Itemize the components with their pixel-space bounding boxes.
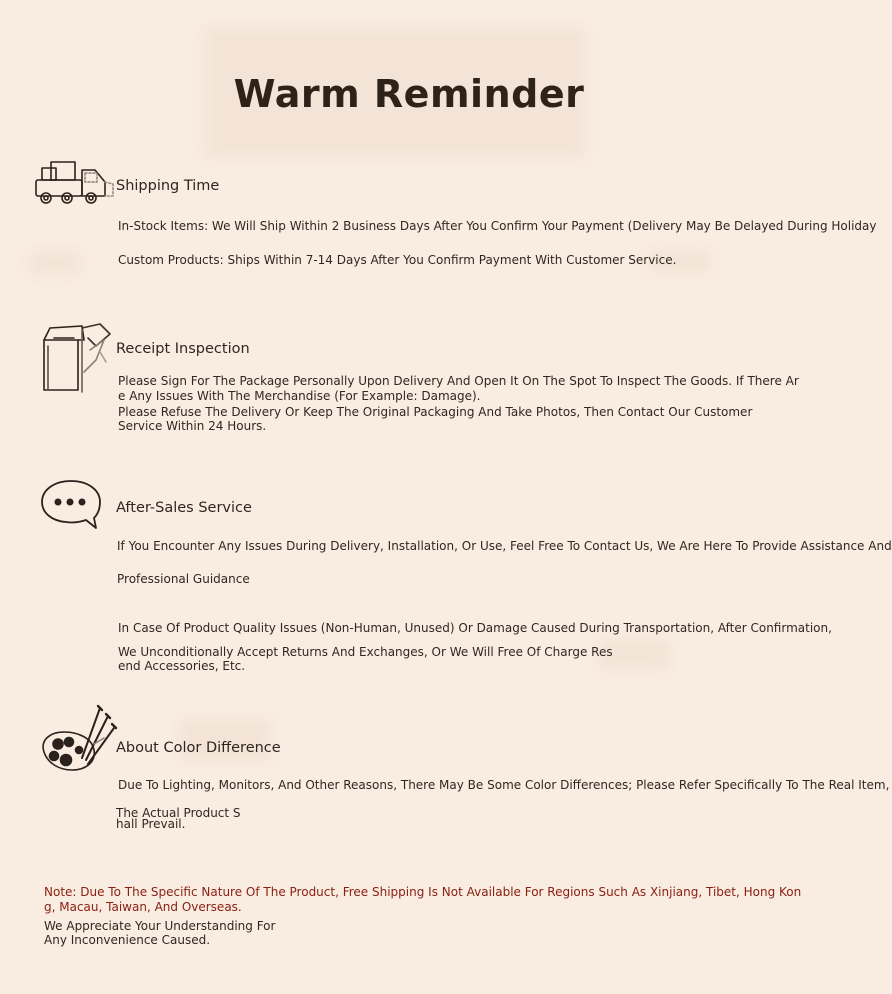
section-text-line: Please Sign For The Package Personally Upon Delivery And Open It On The Spot To Inspect The Goods. If There Ar (118, 374, 799, 388)
speech-bubble-icon (38, 478, 104, 538)
note-text-line: Note: Due To The Specific Nature Of The Product, Free Shipping Is Not Available For Regions Such As Xinjiang, Tibet, Hong Kon (44, 885, 802, 899)
section-text-line: In-Stock Items: We Will Ship Within 2 Business Days After You Confirm Your Payment (Delivery May Be Delayed During Holiday (118, 219, 877, 233)
note-text-line: Any Inconvenience Caused. (44, 933, 211, 947)
section-text-line: Professional Guidance (117, 572, 250, 586)
section-text-line: Custom Products: Ships Within 7-14 Days After You Confirm Payment With Customer Service. (118, 253, 677, 267)
section-text-line: The Actual Product S (116, 806, 241, 820)
section-heading-receipt-inspection: Receipt Inspection (116, 341, 250, 357)
truck-icon (33, 158, 117, 212)
section-text-line: In Case Of Product Quality Issues (Non-Human, Unused) Or Damage Caused During Transportation, After Confirmation, (118, 621, 832, 635)
section-text-line: e Any Issues With The Merchandise (For Example: Damage). (118, 389, 481, 403)
section-text-line: hall Prevail. (116, 817, 186, 831)
note-text-line: g, Macau, Taiwan, And Overseas. (44, 900, 242, 914)
section-text-line: end Accessories, Etc. (118, 659, 246, 673)
section-text-line: If You Encounter Any Issues During Delivery, Installation, Or Use, Feel Free To Contact Us, We Are Here To Provide Assistance And (117, 539, 892, 553)
section-text-line: Please Refuse The Delivery Or Keep The Original Packaging And Take Photos, Then Contact Our Customer (118, 405, 753, 419)
background-texture (30, 252, 80, 274)
section-heading-after-sales-service: After-Sales Service (116, 500, 252, 516)
section-text-line: Due To Lighting, Monitors, And Other Reasons, There May Be Some Color Differences; Please Refer Specifically To The Real Item, (118, 778, 890, 792)
box-icon (38, 322, 114, 400)
section-text-line: Service Within 24 Hours. (118, 419, 267, 433)
section-heading-shipping-time: Shipping Time (116, 178, 220, 194)
section-heading-about-color-difference: About Color Difference (116, 740, 281, 756)
note-text-line: We Appreciate Your Understanding For (44, 919, 276, 933)
section-text-line: We Unconditionally Accept Returns And Exchanges, Or We Will Free Of Charge Res (118, 645, 613, 659)
page-title: Warm Reminder (233, 72, 585, 116)
palette-icon (38, 702, 118, 780)
